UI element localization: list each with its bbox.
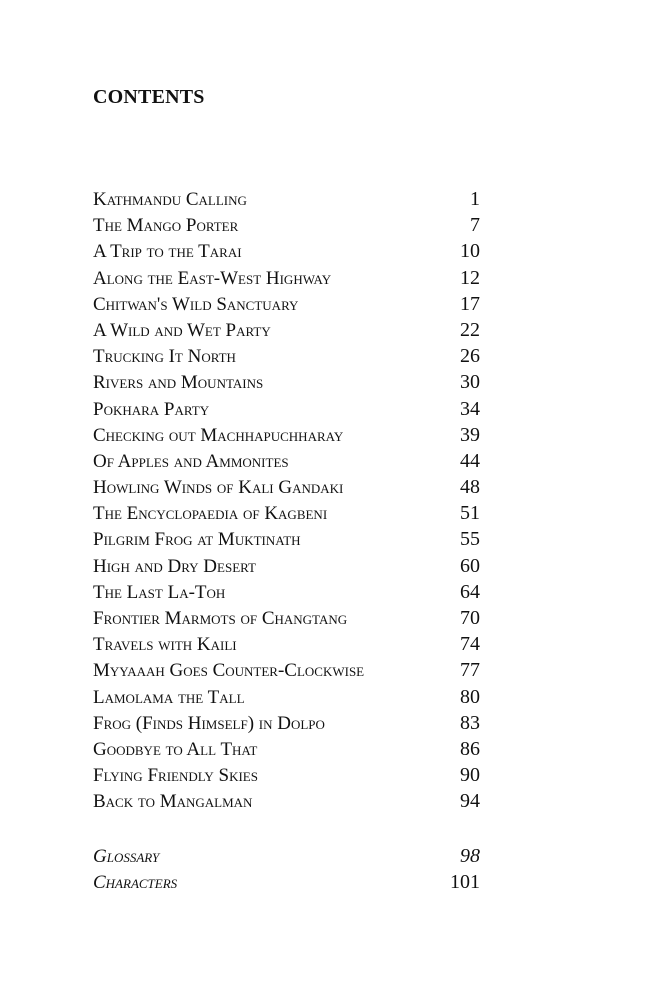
chapter-page: 90	[460, 764, 480, 787]
chapter-page: 34	[460, 397, 480, 420]
chapter-page: 44	[460, 449, 480, 472]
chapter-title: The Encyclopaedia of Kagbeni	[93, 503, 328, 525]
toc-entry	[93, 710, 480, 736]
chapter-title: Along the East-West Highway	[93, 267, 332, 289]
toc-entry	[93, 212, 480, 238]
chapter-page: 1	[470, 188, 480, 210]
chapter-page: 30	[460, 371, 480, 394]
chapter-title: Travels with Kaili	[93, 634, 237, 656]
chapter-page: 48	[460, 476, 480, 499]
chapter-page: 10	[460, 240, 480, 263]
chapter-title: Goodbye to All That	[93, 738, 258, 760]
chapter-page: 64	[460, 580, 480, 603]
chapter-page: 77	[460, 659, 480, 682]
chapter-title: Frontier Marmots of Changtang	[93, 608, 348, 629]
chapter-title: Chitwan's Wild Sanctuary	[93, 293, 299, 315]
toc-entry	[93, 186, 480, 212]
toc-entry	[93, 369, 480, 395]
chapter-title: Flying Friendly Skies	[93, 765, 258, 787]
chapter-page: 83	[460, 711, 480, 734]
chapter-title: The Last La-Toh	[93, 581, 226, 603]
toc-entry	[93, 265, 480, 291]
chapter-page: 74	[460, 633, 480, 656]
toc-entry	[93, 762, 480, 788]
chapter-page: 7	[470, 214, 480, 237]
toc-entry	[93, 474, 480, 500]
toc-entry	[93, 291, 480, 317]
toc-entry	[93, 553, 480, 579]
chapter-page: 39	[460, 423, 480, 446]
chapter-title: Checking out Machhapuchharay	[93, 424, 344, 446]
chapter-page: 60	[460, 554, 480, 577]
back-matter-title: Characters	[93, 872, 178, 894]
toc-entry	[93, 238, 480, 264]
toc-entry	[93, 605, 480, 631]
chapter-list	[93, 186, 480, 815]
chapter-title: A Trip to the Tarai	[93, 241, 242, 263]
toc-entry	[93, 736, 480, 762]
toc-entry	[93, 343, 480, 369]
toc-entry	[93, 422, 480, 448]
chapter-page: 86	[460, 737, 480, 760]
chapter-title: Myyaaah Goes Counter-Clockwise	[93, 660, 365, 682]
back-matter-page: 98	[460, 845, 480, 867]
chapter-page: 55	[460, 528, 480, 551]
chapter-title: Lamolama the Tall	[93, 686, 245, 708]
chapter-title: Of Apples and Ammonites	[93, 450, 289, 472]
chapter-title: Back to Mangalman	[93, 791, 253, 813]
back-matter-list	[93, 843, 480, 895]
toc-entry	[93, 657, 480, 683]
chapter-title: Howling Winds of Kali Gandaki	[93, 477, 344, 499]
toc-entry	[93, 788, 480, 814]
chapter-page: 51	[460, 502, 480, 525]
back-matter-title: Glossary	[93, 846, 160, 867]
toc-entry-glossary	[93, 843, 480, 869]
chapter-title: A Wild and Wet Party	[93, 319, 271, 341]
toc-entry-characters	[93, 869, 480, 895]
toc-entry	[93, 526, 480, 552]
toc-entry	[93, 396, 480, 422]
toc-entry	[93, 448, 480, 474]
chapter-title: The Mango Porter	[93, 215, 239, 237]
chapter-page: 12	[460, 266, 480, 289]
chapter-page: 70	[460, 607, 480, 629]
chapter-page: 94	[460, 790, 480, 813]
chapter-title: Frog (Finds Himself) in Dolpo	[93, 712, 325, 734]
chapter-title: Pokhara Party	[93, 398, 210, 420]
chapter-page: 17	[460, 292, 480, 315]
chapter-page: 26	[460, 345, 480, 368]
chapter-page: 22	[460, 318, 480, 341]
chapter-title: Trucking It North	[93, 346, 236, 368]
toc-entry	[93, 317, 480, 343]
page-title: CONTENTS	[93, 86, 205, 108]
chapter-title: Pilgrim Frog at Muktinath	[93, 529, 301, 551]
chapter-page: 80	[460, 685, 480, 708]
chapter-title: Rivers and Mountains	[93, 372, 264, 394]
toc-entry	[93, 684, 480, 710]
toc-entry	[93, 500, 480, 526]
toc-entry	[93, 579, 480, 605]
chapter-title: Kathmandu Calling	[93, 189, 247, 210]
chapter-title: High and Dry Desert	[93, 555, 256, 577]
back-matter-page: 101	[450, 871, 480, 894]
toc-entry	[93, 631, 480, 657]
